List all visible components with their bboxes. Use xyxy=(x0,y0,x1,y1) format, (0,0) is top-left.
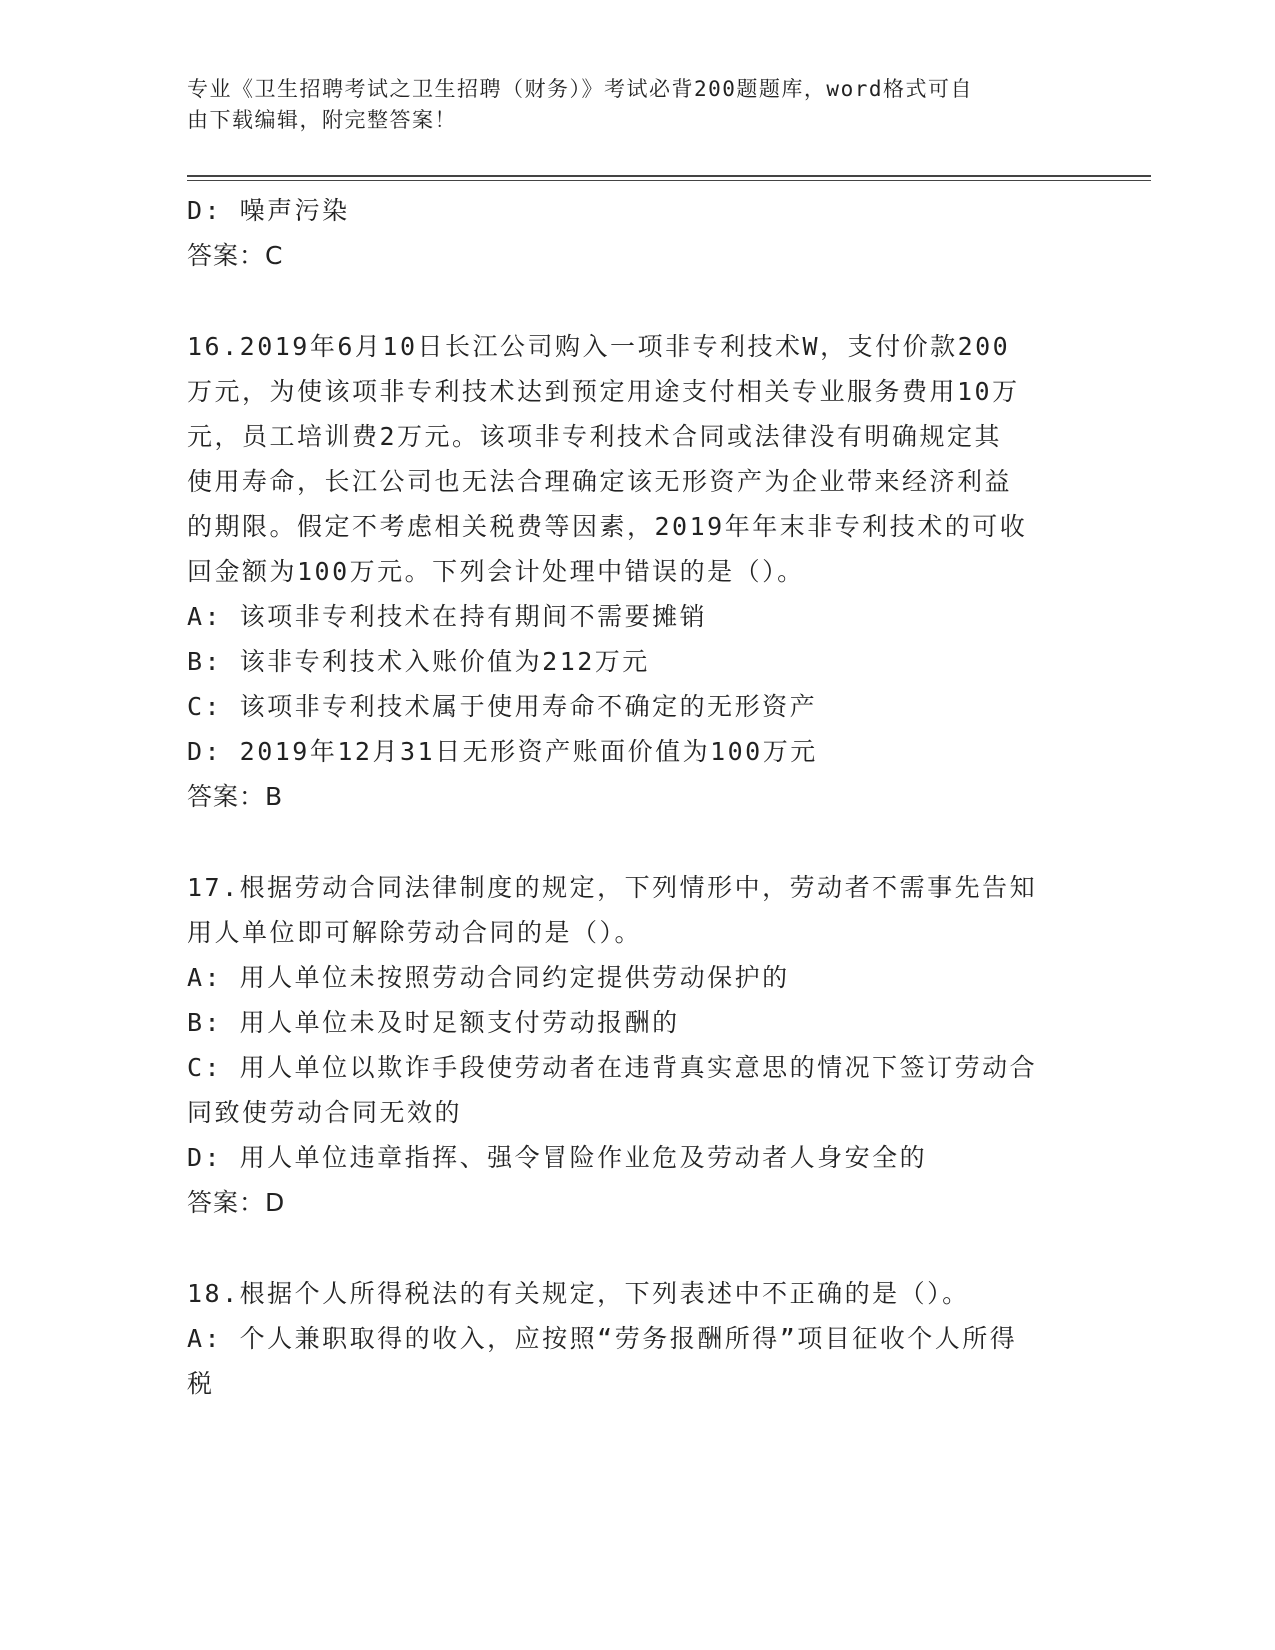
question-18 xyxy=(187,1271,1067,1406)
header-line-2: 由下载编辑，附完整答案！ xyxy=(187,108,457,132)
header-line-1: 专业《卫生招聘考试之卫生招聘（财务）》考试必背200题题库，word格式可自 xyxy=(187,77,973,101)
answer-label: 答案：C xyxy=(187,241,284,270)
option-b: B: 该非专利技术入账价值为212万元 xyxy=(187,647,650,676)
question-15-tail xyxy=(187,188,1067,278)
question-stem-line: 回金额为100万元。下列会计处理中错误的是（）。 xyxy=(187,557,805,586)
spacer xyxy=(187,1225,1067,1271)
spacer xyxy=(187,278,1067,324)
question-17 xyxy=(187,865,1067,1225)
document-body xyxy=(187,188,1067,1406)
option-c-continued: 同致使劳动合同无效的 xyxy=(187,1098,463,1127)
header-divider-thick xyxy=(187,175,1151,177)
option-a-continued: 税 xyxy=(187,1369,215,1398)
question-stem-line: 使用寿命，长江公司也无法合理确定该无形资产为企业带来经济利益 xyxy=(187,467,1013,496)
question-stem-line: 元，员工培训费2万元。该项非专利技术合同或法律没有明确规定其 xyxy=(187,422,1003,451)
question-16 xyxy=(187,324,1067,819)
question-stem-line: 17.根据劳动合同法律制度的规定，下列情形中，劳动者不需事先告知 xyxy=(187,873,1038,902)
spacer xyxy=(187,819,1067,865)
option-a: A: 用人单位未按照劳动合同约定提供劳动保护的 xyxy=(187,963,790,992)
question-stem-line: 16.2019年6月10日长江公司购入一项非专利技术W，支付价款200 xyxy=(187,332,1011,361)
option-d: D: 2019年12月31日无形资产账面价值为100万元 xyxy=(187,737,818,766)
question-stem-line: 万元，为使该项非专利技术达到预定用途支付相关专业服务费用10万 xyxy=(187,377,1020,406)
option-d: D: 噪声污染 xyxy=(187,196,350,225)
header-divider-thin xyxy=(187,180,1151,181)
question-stem-line: 的期限。假定不考虑相关税费等因素，2019年年末非专利技术的可收 xyxy=(187,512,1028,541)
document-header xyxy=(187,74,1067,136)
option-c: C: 该项非专利技术属于使用寿命不确定的无形资产 xyxy=(187,692,818,721)
question-stem-line: 18.根据个人所得税法的有关规定，下列表述中不正确的是（）。 xyxy=(187,1279,970,1308)
option-d: D: 用人单位违章指挥、强令冒险作业危及劳动者人身安全的 xyxy=(187,1143,928,1172)
answer-label: 答案：D xyxy=(187,1188,286,1217)
question-stem-line: 用人单位即可解除劳动合同的是（）。 xyxy=(187,918,643,947)
option-a: A: 该项非专利技术在持有期间不需要摊销 xyxy=(187,602,708,631)
answer-label: 答案：B xyxy=(187,782,284,811)
option-b: B: 用人单位未及时足额支付劳动报酬的 xyxy=(187,1008,680,1037)
option-c: C: 用人单位以欺诈手段使劳动者在违背真实意思的情况下签订劳动合 xyxy=(187,1053,1038,1082)
option-a: A: 个人兼职取得的收入，应按照“劳务报酬所得”项目征收个人所得 xyxy=(187,1324,1018,1353)
